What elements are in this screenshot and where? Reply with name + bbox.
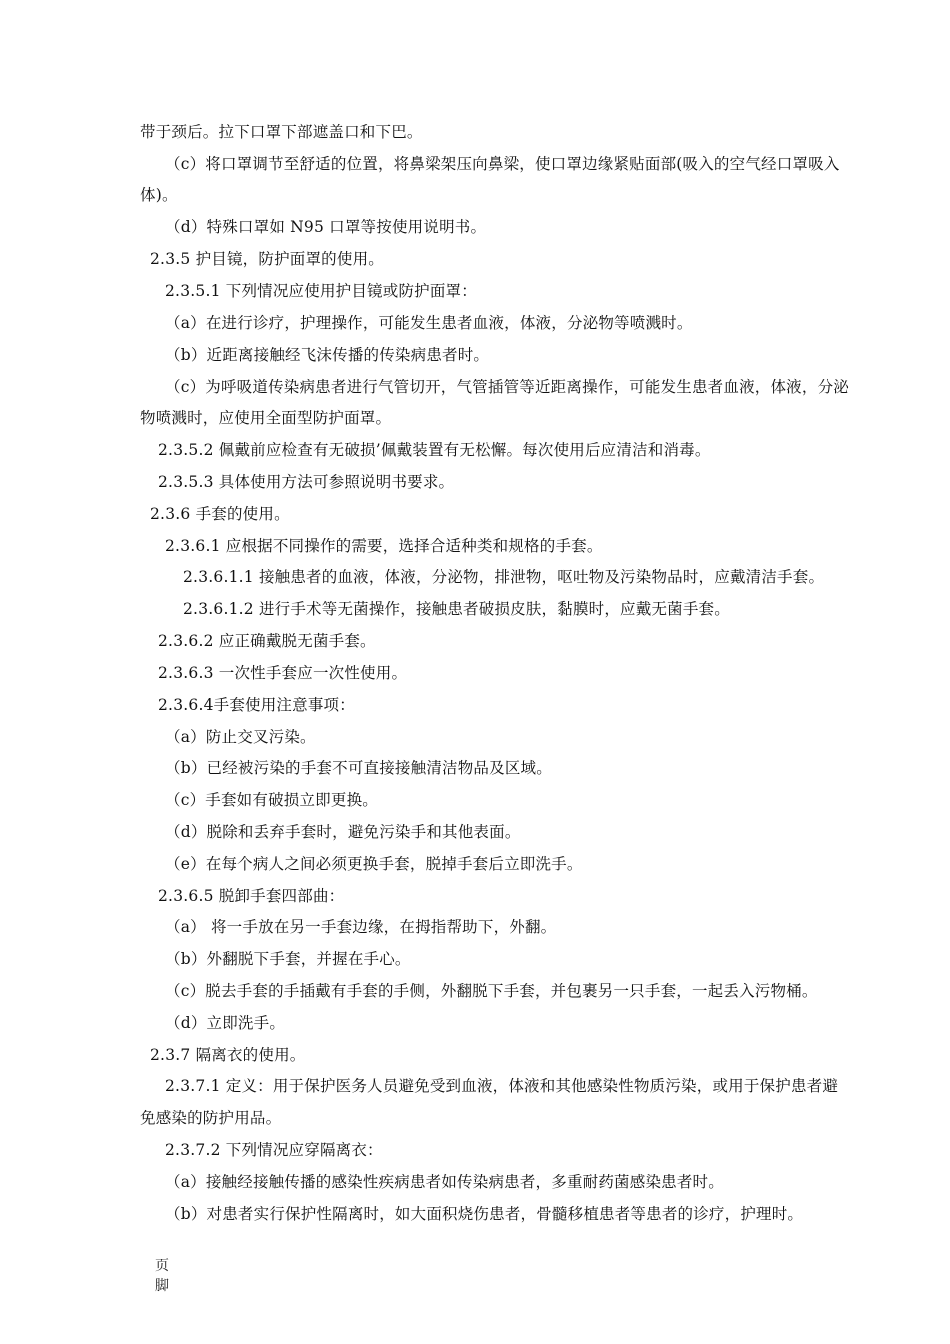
section-heading: 2.3.7 隔离衣的使用。 — [150, 1046, 306, 1064]
section-heading: 2.3.5 护目镜，防护面罩的使用。 — [150, 250, 384, 268]
text-line: （c）为呼吸道传染病患者进行气管切开，气管插管等近距离操作，可能发生患者血液，体液，分泌 — [165, 378, 849, 396]
text-line: 2.3.6.1.2 进行手术等无菌操作，接触患者破损皮肤，黏膜时，应戴无菌手套。 — [183, 600, 730, 618]
subsection-heading: 2.3.7.2 下列情况应穿隔离衣： — [165, 1141, 383, 1159]
subsection-heading: 2.3.5.2 佩戴前应检查有无破损’佩戴装置有无松懈。每次使用后应清洁和消毒。 — [158, 441, 711, 459]
text-line: 物喷溅时，应使用全面型防护面罩。 — [140, 409, 392, 427]
subsection-heading: 2.3.6.2 应正确戴脱无菌手套。 — [158, 632, 376, 650]
text-line: （b）已经被污染的手套不可直接接触清洁物品及区域。 — [165, 759, 552, 777]
subsection-heading: 2.3.5.3 具体使用方法可参照说明书要求。 — [158, 473, 455, 491]
page-footer — [155, 1256, 173, 1296]
text-line: （a）接触经接触传播的感染性疾病患者如传染病患者，多重耐药菌感染患者时。 — [165, 1173, 724, 1191]
text-line: （b）对患者实行保护性隔离时，如大面积烧伤患者，骨髓移植患者等患者的诊疗，护理时。 — [165, 1205, 804, 1223]
text-line: （e）在每个病人之间必须更换手套，脱掉手套后立即洗手。 — [165, 855, 583, 873]
subsection-heading: 2.3.6.1 应根据不同操作的需要，选择合适种类和规格的手套。 — [165, 537, 603, 555]
text-line: （b）近距离接触经飞沫传播的传染病患者时。 — [165, 346, 490, 364]
text-line: （b）外翻脱下手套，并握在手心。 — [165, 950, 411, 968]
text-line: （a） 将一手放在另一手套边缘，在拇指帮助下，外翻。 — [165, 918, 557, 936]
subsection-heading: 2.3.6.3 一次性手套应一次性使用。 — [158, 664, 408, 682]
text-line: 2.3.7.1 定义：用于保护医务人员避免受到血液，体液和其他感染性物质污染，或用于保护患者避 — [165, 1077, 839, 1095]
text-line: 体)。 — [140, 186, 178, 204]
subsection-heading: 2.3.6.5 脱卸手套四部曲： — [158, 887, 345, 905]
footer-char: 脚 — [155, 1278, 169, 1294]
text-line: 免感染的防护用品。 — [140, 1109, 282, 1127]
text-line: （d）立即洗手。 — [165, 1014, 286, 1032]
subsection-heading: 2.3.5.1 下列情况应使用护目镜或防护面罩： — [165, 282, 477, 300]
text-line: 带于颈后。拉下口罩下部遮盖口和下巴。 — [140, 123, 423, 141]
text-line: （c）将口罩调节至舒适的位置，将鼻梁架压向鼻梁，使口罩边缘紧贴面部(吸入的空气经口罩吸入 — [165, 155, 840, 173]
text-line: 2.3.6.1.1 接触患者的血液，体液，分泌物，排泄物，呕吐物及污染物品时，应戴清洁手套。 — [183, 568, 825, 586]
text-line: （d）特殊口罩如 N95 口罩等按使用说明书。 — [165, 218, 487, 236]
text-line: （d）脱除和丢弃手套时，避免污染手和其他表面。 — [165, 823, 521, 841]
text-line: （c）手套如有破损立即更换。 — [165, 791, 378, 809]
section-heading: 2.3.6 手套的使用。 — [150, 505, 290, 523]
text-line: （c）脱去手套的手插戴有手套的手侧，外翻脱下手套，并包裹另一只手套，一起丢入污物桶。 — [165, 982, 818, 1000]
footer-char: 页 — [155, 1258, 169, 1274]
text-line: （a）防止交叉污染。 — [165, 728, 316, 746]
text-line: （a）在进行诊疗，护理操作，可能发生患者血液，体液，分泌物等喷溅时。 — [165, 314, 693, 332]
subsection-heading: 2.3.6.4手套使用注意事项： — [158, 696, 355, 714]
